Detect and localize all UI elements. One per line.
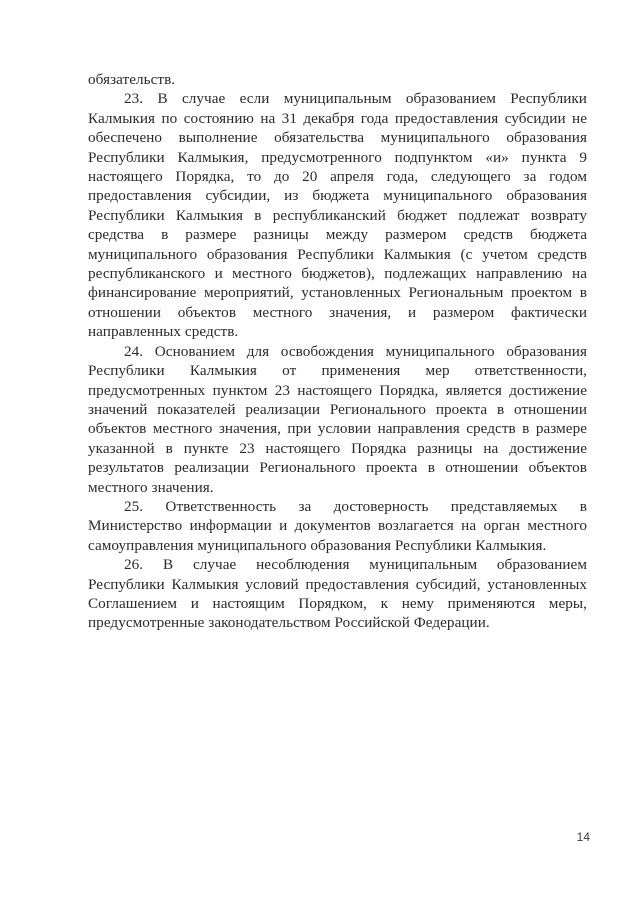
- document-body: [88, 70, 587, 633]
- paragraph-25: 25. Ответственность за достоверность представляемых в Министерство информации и документов возлагается на орган местного самоуправления муниципального образования Республики Калмыкия.: [88, 497, 587, 554]
- page-number: 14: [576, 830, 590, 844]
- paragraph-24: 24. Основанием для освобождения муниципального образования Республики Калмыкия от применения мер ответственности, предусмотренных пунктом 23 настоящего Порядка, является достижение значений показателей реализации Регионального проекта в отношении объектов местного значения, при условии направления средств в размере указанной в пункте 23 настоящего Порядка разницы на достижение результатов реализации Регионального проекта в отношении объектов местного значения.: [88, 342, 587, 496]
- paragraph-continuation: обязательств.: [88, 71, 176, 88]
- paragraph-26: 26. В случае несоблюдения муниципальным образованием Республики Калмыкия условий предоставления субсидий, установленных Соглашением и настоящим Порядком, к нему применяются меры, предусмотренные законодательством Российской Федерации.: [88, 556, 587, 632]
- paragraph-23: 23. В случае если муниципальным образованием Республики Калмыкия по состоянию на 31 декабря года предоставления субсидии не обеспечено выполнение обязательства муниципального образования Республики Калмыкия, предусмотренного подпунктом «и» пункта 9 настоящего Порядка, то до 20 апреля года, следующего за годом предоставления субсидии, из бюджета муниципального образования Республики Калмыкия в республиканский бюджет подлежат возврату средства в размере разницы между размером средств бюджета муниципального образования Республики Калмыкия (с учетом средств республиканского и местного бюджетов), подлежащих направлению на финансирование мероприятий, установленных Региональным проектом в отношении объектов местного значения, и размером фактически направленных средств.: [88, 90, 587, 341]
